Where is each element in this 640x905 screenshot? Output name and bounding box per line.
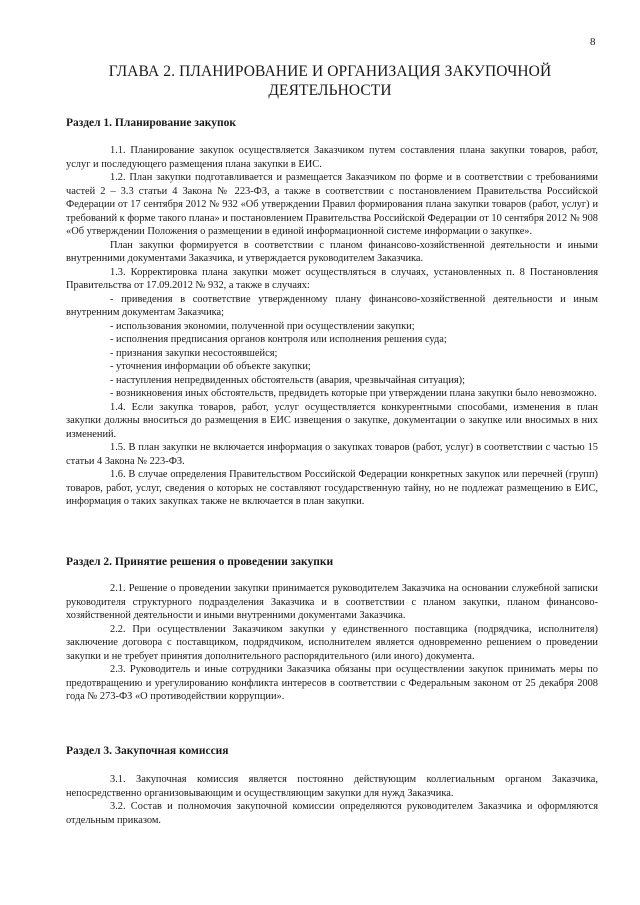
paragraph: 1.1. Планирование закупок осуществляется Заказчиком путем составления плана закупки товаров, работ, услуг и последующего размещения плана закупки в ЕИС.: [66, 145, 598, 170]
list-item: - признания закупки несостоявшейся;: [110, 347, 278, 359]
list-item: - приведения в соответствие утвержденному плану финансово-хозяйственной деятельности и иным внутренним документам Заказчика;: [66, 293, 598, 318]
paragraph: 2.3. Руководитель и иные сотрудники Заказчика обязаны при осуществлении закупок принимать меры по предотвращению и урегулированию конфликта интересов в соответствии с Федеральным законом от 25 декабря 2008 года № 273-ФЗ «О противодействии коррупции».: [66, 664, 598, 702]
chapter-title: ГЛАВА 2. ПЛАНИРОВАНИЕ И ОРГАНИЗАЦИЯ ЗАКУПОЧНОЙ ДЕЯТЕЛЬНОСТИ: [108, 63, 552, 99]
paragraph: 1.3. Корректировка плана закупки может осуществляться в случаях, установленных п. 8 Постановления Правительства от 17.09.2012 № 932, а также в случаях:: [66, 266, 598, 291]
paragraph: 1.5. В план закупки не включается информация о закупках товаров (работ, услуг) в соответствии с частью 15 статьи 4 Закона № 223-ФЗ.: [66, 442, 598, 467]
list-item: - наступления непредвиденных обстоятельств (авария, чрезвычайная ситуация);: [110, 374, 466, 386]
paragraph: 2.2. При осуществлении Заказчиком закупки у единственного поставщика (подрядчика, исполнителя) заключение договора с поставщиком, подрядчиком, исполнителем является одновременно решением о проведении закупки и не требует принятия дополнительного распорядительного (или иного) документа.: [66, 623, 598, 662]
section-1-body: [66, 144, 598, 509]
paragraph: 1.2. План закупки подготавливается и размещается Заказчиком по форме и в соответствии с требованиями частей 2 – 3.3 статьи 4 Закона № 223-ФЗ, а также в соответствии с постановлением Правительства Российской Федерации от 17 сентября 2012 № 932 «Об утверждении Правил формирования плана закупки товаров (работ, услуг) и требований к форме такого плана» и постановлением Правительства Российской Федерации от 10 сентября 2012 № 908 «Об утверждении Положения о размещении в единой информационной системе информации о закупке».: [66, 172, 598, 237]
paragraph: 2.1. Решение о проведении закупки принимается руководителем Заказчика на основании служебной записки руководителя структурного подразделения Заказчика и в соответствии с планом закупки, планом финансово-хозяйственной деятельности и иными внутренними документами Заказчика.: [66, 583, 598, 621]
paragraph: 1.6. В случае определения Правительством Российской Федерации конкретных закупок или перечней (групп) товаров, работ, услуг, сведения о которых не составляют государственную тайну, но не подлежат размещению в ЕИС, информация о таких закупках также не включается в план закупки.: [66, 469, 598, 507]
section-1-heading: Раздел 1. Планирование закупок: [66, 117, 236, 129]
paragraph: 1.4. Если закупка товаров, работ, услуг осуществляется конкурентными способами, изменения в план закупки должны вноситься до размещения в ЕИС извещения о закупке, документации о закупке или вносимых в них изменений.: [66, 401, 598, 440]
section-2-body: [66, 582, 598, 704]
list-item: - уточнения информации об объекте закупки;: [110, 361, 311, 372]
list-item: - использования экономии, полученной при осуществлении закупки;: [110, 320, 415, 332]
list-item: - исполнения предписания органов контроля или исполнения решения суда;: [110, 334, 447, 345]
section-3-body: [66, 773, 598, 827]
section-2-heading: Раздел 2. Принятие решения о проведении закупки: [66, 556, 334, 568]
paragraph: 3.1. Закупочная комиссия является постоянно действующим коллегиальным органом Заказчика, непосредственно организовывающим и осуществляющим закупки для нужд Заказчика.: [66, 774, 598, 799]
section-3-heading: Раздел 3. Закупочная комиссия: [66, 745, 229, 757]
page-number: 8: [590, 36, 596, 48]
paragraph: 3.2. Состав и полномочия закупочной комиссии определяются руководителем Заказчика и оформляются отдельным приказом.: [66, 801, 598, 826]
list-item: - возникновения иных обстоятельств, предвидеть которые при утверждении плана закупки было невозможно.: [110, 388, 597, 399]
paragraph: План закупки формируется в соответствии с планом финансово-хозяйственной деятельности и иными внутренними документами Заказчика, и утверждается руководителем Заказчика.: [66, 239, 598, 264]
